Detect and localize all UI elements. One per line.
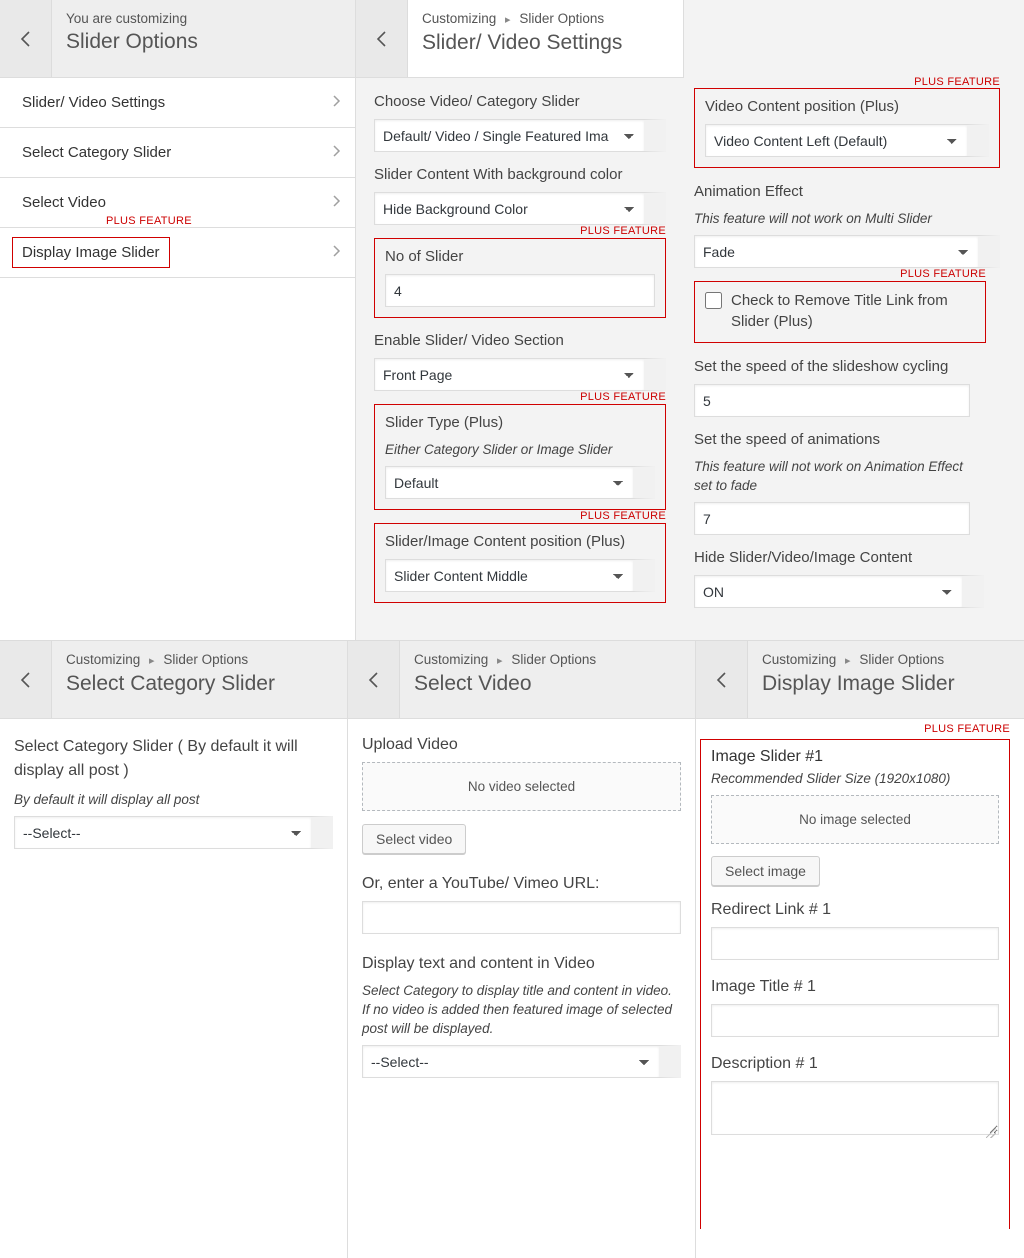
field-description: This feature will not work on Multi Slider	[694, 211, 932, 226]
field-title-link-wrap	[694, 268, 1000, 343]
panel-slider-video-settings	[356, 0, 684, 640]
back-button[interactable]	[0, 641, 52, 718]
field-label: Choose Video/ Category Slider	[374, 93, 580, 110]
header-subtitle: You are customizing	[66, 11, 188, 26]
description-wrap	[711, 1081, 999, 1140]
video-body	[348, 719, 695, 1078]
chevron-right-icon	[331, 144, 341, 162]
category-select[interactable]	[14, 816, 333, 849]
no-of-slider-input[interactable]	[385, 274, 655, 307]
slider-type-select[interactable]	[385, 466, 655, 499]
chevron-left-icon	[374, 29, 390, 49]
header-text	[748, 641, 1024, 718]
category-body	[0, 719, 347, 849]
breadcrumb-root: Customizing	[422, 11, 497, 26]
field-choose-video-slider	[374, 92, 666, 152]
field-hide-content	[694, 548, 1000, 608]
field-label: Set the speed of animations	[694, 431, 880, 448]
field-video-content-position	[694, 88, 1000, 168]
field-label: Animation Effect	[694, 183, 803, 200]
image-slider-group	[700, 739, 1010, 1229]
remove-title-link-checkbox[interactable]	[705, 292, 722, 309]
sidebar-item-slider-video-settings[interactable]	[0, 78, 355, 128]
field-label: Description # 1	[711, 1055, 818, 1072]
plus-feature-badge: PLUS FEATURE	[580, 225, 666, 237]
slider-video-header	[356, 0, 684, 78]
breadcrumb-separator-icon: ▸	[505, 14, 511, 26]
field-label: Display text and content in Video	[362, 955, 595, 972]
chevron-left-icon	[18, 670, 34, 690]
field-label: Set the speed of the slideshow cycling	[694, 358, 949, 375]
back-button[interactable]	[348, 641, 400, 718]
field-label: Select Category Slider ( By default it will display all post )	[14, 738, 298, 779]
hide-content-select[interactable]	[694, 575, 984, 608]
back-button[interactable]	[0, 0, 52, 77]
header-text	[408, 0, 683, 77]
select-image-button-wrap	[711, 856, 999, 886]
field-label: Enable Slider/ Video Section	[374, 332, 564, 349]
page-title: Slider/ Video Settings	[422, 31, 623, 54]
nav-label: Select Video	[22, 194, 106, 211]
bottom-panel-row	[0, 640, 1024, 1258]
field-label: No of Slider	[385, 248, 464, 265]
field-slider-type	[374, 404, 666, 510]
field-label: Slider Content With background color	[374, 166, 623, 183]
select-image-button[interactable]: Select image	[711, 856, 820, 886]
chevron-left-icon	[18, 29, 34, 49]
field-label: Hide Slider/Video/Image Content	[694, 549, 913, 566]
field-video-content-position-wrap	[694, 76, 1000, 168]
no-video-text: No video selected	[467, 779, 576, 794]
field-description: Select Category to display title and content in video. If no video is added then featured image of selected post will be displayed.	[362, 983, 672, 1036]
spacer	[684, 0, 1024, 78]
field-label: Slider/Image Content position (Plus)	[385, 533, 626, 550]
field-label: Video Content position (Plus)	[705, 98, 900, 115]
video-url-input[interactable]	[362, 901, 681, 934]
slider-video-body	[356, 78, 684, 603]
header-text	[400, 641, 695, 718]
back-button[interactable]	[696, 641, 748, 718]
right-settings-body	[684, 78, 1024, 608]
content-position-select[interactable]	[385, 559, 655, 592]
plus-feature-badge: PLUS FEATURE	[914, 76, 1000, 88]
video-category-select[interactable]	[362, 1045, 681, 1078]
field-label: Upload Video	[362, 736, 458, 753]
field-animation-effect	[694, 182, 1000, 268]
plus-feature-badge: PLUS FEATURE	[900, 268, 986, 280]
breadcrumb-leaf: Slider Options	[859, 652, 945, 667]
video-dropzone[interactable]	[362, 762, 681, 811]
select-video-button-wrap	[362, 824, 681, 854]
plus-feature-badge: PLUS FEATURE	[580, 510, 666, 522]
breadcrumb-root: Customizing	[762, 652, 837, 667]
field-remove-title-link	[694, 281, 986, 343]
panel-slider-options	[0, 0, 356, 640]
breadcrumb-leaf: Slider Options	[511, 652, 597, 667]
choose-video-slider-select[interactable]	[374, 119, 666, 152]
field-label: Image Title # 1	[711, 978, 816, 995]
breadcrumb-root: Customizing	[414, 652, 489, 667]
enable-section-select[interactable]	[374, 358, 666, 391]
redirect-link-input[interactable]	[711, 927, 999, 960]
description-textarea[interactable]	[711, 1081, 999, 1135]
image-slider-header	[696, 641, 1024, 719]
panel-select-video	[348, 641, 696, 1258]
sidebar-item-display-image-slider[interactable]	[0, 228, 355, 278]
breadcrumb	[414, 651, 679, 670]
field-enable-section	[374, 331, 666, 391]
slideshow-speed-input[interactable]	[694, 384, 970, 417]
image-slider-body	[696, 719, 1024, 1229]
slider-heading: Image Slider #1	[711, 748, 824, 765]
checkbox-label: Check to Remove Title Link from Slider (Plus)	[731, 292, 948, 330]
page-title: Display Image Slider	[762, 672, 955, 695]
field-description: This feature will not work on Animation Effect set to fade	[694, 459, 963, 493]
image-dropzone[interactable]	[711, 795, 999, 844]
animation-speed-input[interactable]	[694, 502, 970, 535]
panel-slider-video-settings-right	[684, 0, 1024, 640]
breadcrumb	[762, 651, 1008, 670]
field-description: By default it will display all post	[14, 792, 200, 807]
animation-effect-select[interactable]	[694, 235, 1000, 268]
video-header	[348, 641, 695, 719]
breadcrumb-root: Customizing	[66, 652, 141, 667]
field-slideshow-speed	[694, 357, 1000, 417]
field-animation-speed	[694, 430, 1000, 535]
chevron-right-icon	[331, 244, 341, 262]
breadcrumb-leaf: Slider Options	[519, 11, 605, 26]
field-content-position	[374, 523, 666, 603]
panel-select-category-slider	[0, 641, 348, 1258]
image-title-input[interactable]	[711, 1004, 999, 1037]
chevron-right-icon	[331, 94, 341, 112]
field-no-of-slider	[374, 238, 666, 318]
breadcrumb	[66, 651, 331, 670]
page-title: Select Category Slider	[66, 672, 275, 695]
back-button[interactable]	[356, 0, 408, 77]
field-background-color	[374, 165, 666, 225]
resize-handle[interactable]	[986, 1128, 996, 1138]
page-title: Select Video	[414, 672, 532, 695]
recommended-size: Recommended Slider Size (1920x1080)	[711, 771, 951, 786]
plus-feature-badge: PLUS FEATURE	[924, 723, 1010, 735]
checkbox-row[interactable]	[705, 290, 975, 332]
header-text	[52, 0, 355, 77]
page-title: Slider Options	[66, 30, 198, 53]
no-image-text: No image selected	[799, 812, 911, 827]
field-label: Redirect Link # 1	[711, 901, 832, 918]
field-label: Or, enter a YouTube/ Vimeo URL:	[362, 875, 600, 892]
header-text	[52, 641, 347, 718]
category-header	[0, 641, 347, 719]
chevron-left-icon	[714, 670, 730, 690]
video-content-position-select[interactable]	[705, 124, 989, 157]
nav-label: Select Category Slider	[22, 144, 172, 161]
nav-label: Display Image Slider	[12, 237, 170, 268]
chevron-right-icon	[331, 194, 341, 212]
breadcrumb	[422, 10, 667, 29]
nav-label: Slider/ Video Settings	[22, 94, 166, 111]
breadcrumb-leaf: Slider Options	[163, 652, 249, 667]
display-image-slider-wrap	[0, 215, 355, 278]
slider-options-header	[0, 0, 355, 78]
breadcrumb-separator-icon: ▸	[149, 655, 155, 667]
breadcrumb-separator-icon: ▸	[497, 655, 503, 667]
select-video-button[interactable]: Select video	[362, 824, 466, 854]
field-label: Slider Type (Plus)	[385, 414, 504, 431]
panel-display-image-slider	[696, 641, 1024, 1258]
field-slider-type-wrap	[374, 391, 666, 510]
plus-feature-badge: PLUS FEATURE	[580, 391, 666, 403]
slider-options-nav	[0, 78, 355, 278]
chevron-left-icon	[366, 670, 382, 690]
field-no-of-slider-wrap	[374, 225, 666, 318]
background-color-select[interactable]	[374, 192, 666, 225]
field-content-position-wrap	[374, 510, 666, 603]
breadcrumb-separator-icon: ▸	[845, 655, 851, 667]
plus-feature-badge: PLUS FEATURE	[106, 215, 192, 227]
field-description: Either Category Slider or Image Slider	[385, 442, 613, 457]
sidebar-item-select-category-slider[interactable]	[0, 128, 355, 178]
